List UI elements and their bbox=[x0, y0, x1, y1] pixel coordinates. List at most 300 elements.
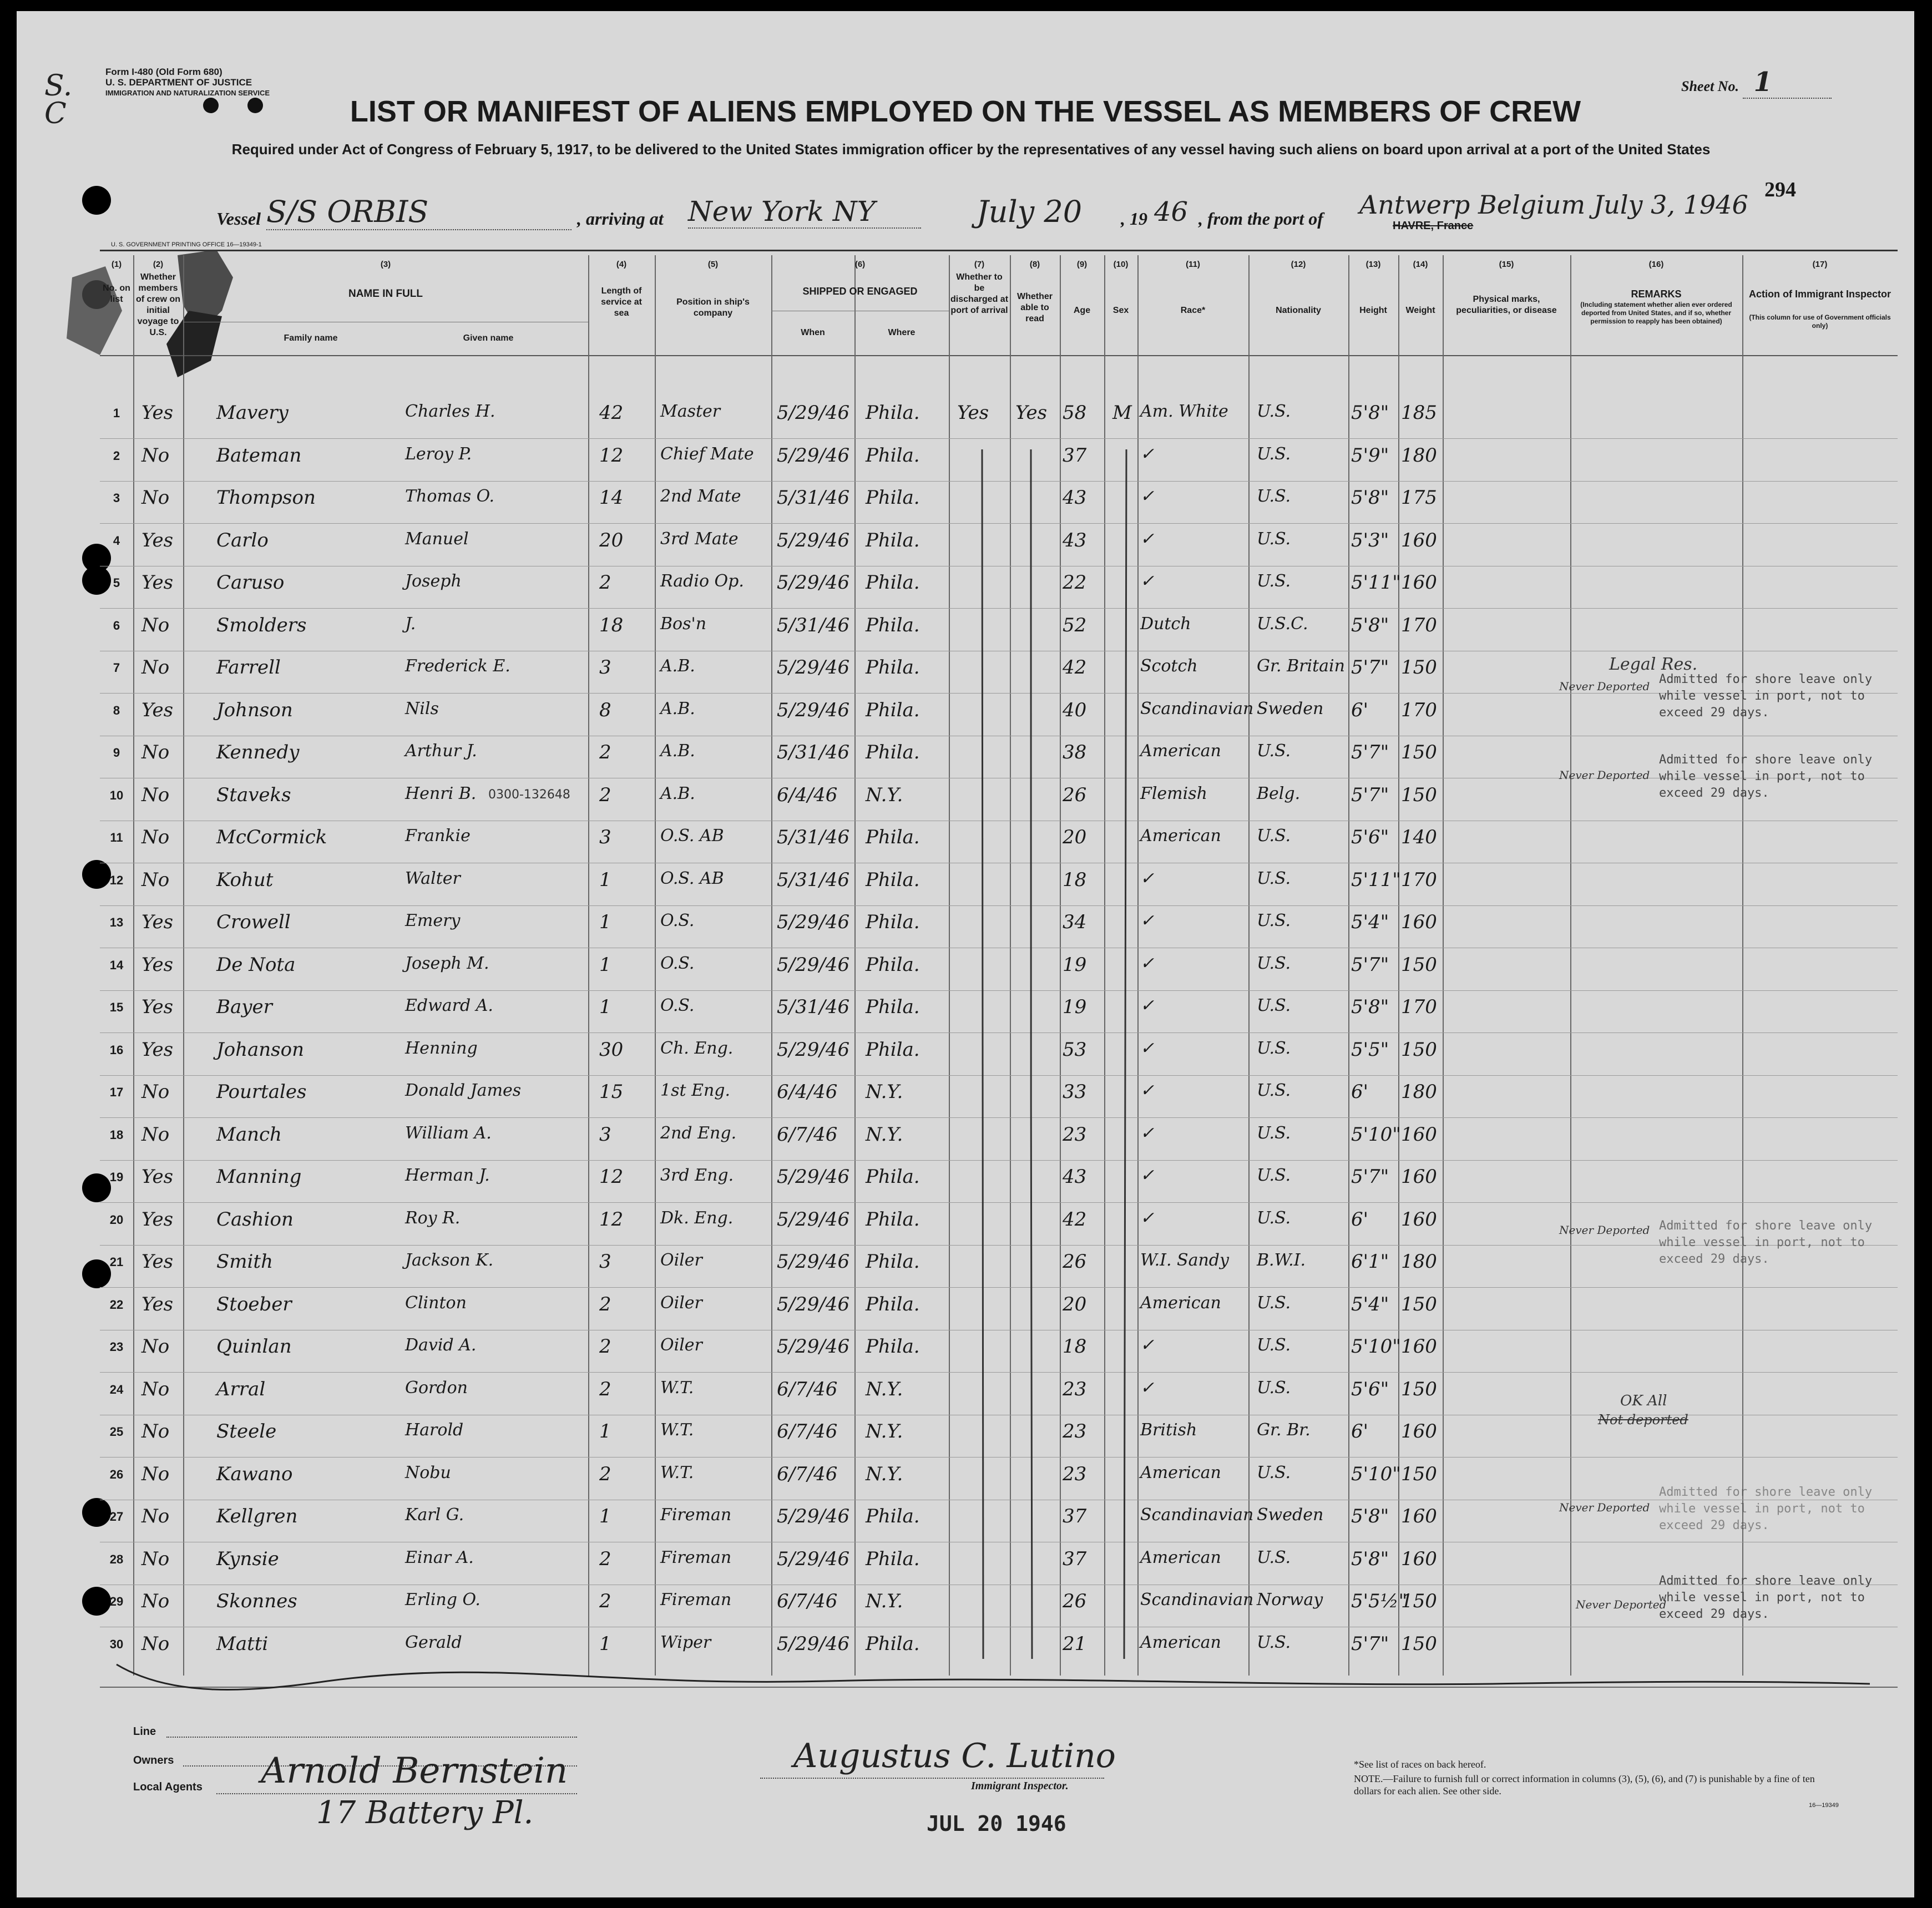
cell-family: Kohut bbox=[216, 868, 274, 891]
cell-age: 20 bbox=[1063, 1293, 1087, 1315]
cell-family: Crowell bbox=[216, 911, 291, 933]
column-header-number: No. on list bbox=[103, 284, 130, 304]
cell-height: 5'3" bbox=[1351, 529, 1389, 551]
inspector-signature: Augustus C. Lutino bbox=[793, 1737, 1116, 1775]
cell-where: Phila. bbox=[866, 996, 920, 1018]
cell-family: Cashion bbox=[216, 1208, 294, 1231]
cell-when: 5/31/46 bbox=[777, 826, 850, 848]
column-number: (8) bbox=[1029, 260, 1040, 269]
cell-family: Johanson bbox=[216, 1038, 304, 1061]
cell-nat: U.S. bbox=[1257, 1378, 1291, 1398]
cell-position: Bos'n bbox=[660, 614, 707, 634]
cell-given: William A. bbox=[405, 1123, 492, 1143]
column-header-where: Where bbox=[888, 328, 916, 337]
cell-service: 30 bbox=[599, 1038, 624, 1061]
column-number: (16) bbox=[1648, 260, 1664, 269]
cell-when: 5/31/46 bbox=[777, 996, 850, 1018]
cell-height: 5'10" bbox=[1351, 1462, 1401, 1485]
column-header-discharged: Whether to be discharged at port of arrival bbox=[950, 272, 1009, 315]
cell-race: ✓ bbox=[1140, 529, 1155, 549]
cell-nat: U.S. bbox=[1257, 1547, 1291, 1567]
line-label: Line bbox=[133, 1725, 156, 1738]
cell-init: Yes bbox=[141, 953, 174, 976]
cell-no: 15 bbox=[109, 1000, 124, 1014]
cell-no: 8 bbox=[113, 703, 120, 717]
cell-position: 3rd Mate bbox=[660, 529, 739, 549]
cell-age: 23 bbox=[1063, 1378, 1087, 1400]
cell-nat: U.S.C. bbox=[1257, 614, 1308, 634]
cell-height: 5'8" bbox=[1351, 487, 1389, 509]
cell-race: ✓ bbox=[1140, 868, 1155, 888]
cell-weight: 150 bbox=[1401, 1462, 1437, 1485]
cell-nat: Norway bbox=[1257, 1590, 1323, 1610]
cell-family: Carlo bbox=[216, 529, 269, 551]
cell-when: 5/31/46 bbox=[777, 487, 850, 509]
cell-race: American bbox=[1140, 1293, 1221, 1313]
cell-no: 12 bbox=[109, 873, 124, 887]
cell-init: No bbox=[141, 783, 170, 806]
cell-race: Scandinavian bbox=[1140, 1590, 1254, 1610]
cell-age: 43 bbox=[1063, 529, 1087, 551]
cell-race: Flemish bbox=[1140, 783, 1207, 803]
cell-weight: 160 bbox=[1401, 1547, 1437, 1570]
cell-when: 6/7/46 bbox=[777, 1123, 838, 1146]
column-number: (3) bbox=[380, 260, 391, 269]
cell-when: 5/29/46 bbox=[777, 1293, 850, 1315]
cell-when: 5/29/46 bbox=[777, 1335, 850, 1358]
cell-weight: 160 bbox=[1401, 1505, 1437, 1527]
shore-leave-stamp: Admitted for shore leave only while vessel in port, not to exceed 29 days. bbox=[1659, 1219, 1873, 1266]
cell-position: Oiler bbox=[660, 1251, 702, 1270]
cell-given: Donald James bbox=[405, 1081, 522, 1100]
cell-position: Dk. Eng. bbox=[660, 1208, 734, 1228]
cell-height: 5'4" bbox=[1351, 911, 1389, 933]
cell-where: Phila. bbox=[866, 868, 920, 891]
cell-nat: B.W.I. bbox=[1257, 1251, 1306, 1270]
cell-service: 3 bbox=[599, 1123, 611, 1146]
cell-position: 3rd Eng. bbox=[660, 1166, 734, 1185]
cell-where: N.Y. bbox=[866, 1378, 903, 1400]
cell-init: Yes bbox=[141, 1208, 174, 1231]
cell-height: 5'11" bbox=[1351, 571, 1401, 594]
cell-where: Phila. bbox=[866, 911, 920, 933]
never-deported-note: Never Deported bbox=[1576, 1598, 1667, 1611]
table-top-rule bbox=[100, 250, 1898, 251]
date-stamp: JUL 20 1946 bbox=[927, 1811, 1066, 1836]
cell-nat: U.S. bbox=[1257, 487, 1291, 506]
cell-where: Phila. bbox=[866, 953, 920, 976]
cell-age: 37 bbox=[1063, 1505, 1087, 1527]
cell-age: 53 bbox=[1063, 1038, 1087, 1061]
cell-age: 38 bbox=[1063, 741, 1087, 763]
cell-init: No bbox=[141, 614, 170, 636]
cell-service: 2 bbox=[599, 783, 611, 806]
cell-no: 3 bbox=[113, 491, 120, 505]
cell-given: Karl G. bbox=[405, 1505, 464, 1525]
cell-position: Wiper bbox=[660, 1632, 711, 1652]
cell-height: 5'7" bbox=[1351, 741, 1389, 763]
cell-given: Gerald bbox=[405, 1632, 462, 1652]
cell-when: 5/29/46 bbox=[777, 953, 850, 976]
cell-nat: U.S. bbox=[1257, 911, 1291, 930]
cell-no: 11 bbox=[110, 831, 123, 844]
cell-read: Yes bbox=[1015, 402, 1048, 424]
cell-age: 43 bbox=[1063, 487, 1087, 509]
cell-where: Phila. bbox=[866, 444, 920, 467]
cell-given: Leroy P. bbox=[405, 444, 472, 464]
cell-position: Master bbox=[660, 402, 721, 421]
cell-age: 19 bbox=[1063, 953, 1087, 976]
cell-service: 2 bbox=[599, 1590, 611, 1612]
column-header-sex: Sex bbox=[1112, 306, 1129, 315]
cell-given: Erling O. bbox=[405, 1590, 481, 1610]
cell-age: 18 bbox=[1063, 868, 1087, 891]
cell-family: De Nota bbox=[216, 953, 296, 976]
cell-height: 5'8" bbox=[1351, 1505, 1389, 1527]
cell-position: A.B. bbox=[660, 656, 695, 676]
cell-no: 9 bbox=[113, 746, 120, 760]
cell-init: No bbox=[141, 1547, 170, 1570]
cell-age: 23 bbox=[1063, 1462, 1087, 1485]
cell-family: Kellgren bbox=[216, 1505, 298, 1527]
cell-service: 3 bbox=[599, 1251, 611, 1273]
cell-init: No bbox=[141, 1590, 170, 1612]
cell-nat: Sweden bbox=[1257, 1505, 1324, 1525]
column-header-remarks-detail: (Including statement whether alien ever ordered deported from United States, and if so, whether permission to reapply has been obtained) bbox=[1580, 301, 1732, 325]
cell-race: ✓ bbox=[1140, 444, 1155, 464]
cell-position: W.T. bbox=[660, 1420, 694, 1440]
cell-weight: 180 bbox=[1401, 1251, 1437, 1273]
cell-given: Einar A. bbox=[405, 1547, 474, 1567]
cell-height: 5'8" bbox=[1351, 614, 1389, 636]
cell-family: Pourtales bbox=[216, 1081, 307, 1103]
cell-race: Dutch bbox=[1140, 614, 1191, 634]
cell-weight: 150 bbox=[1401, 1293, 1437, 1315]
column-header-remarks: REMARKS bbox=[1631, 289, 1682, 300]
cell-position: 1st Eng. bbox=[660, 1081, 731, 1100]
cell-nat: U.S. bbox=[1257, 571, 1291, 591]
cell-position: O.S. bbox=[660, 996, 695, 1015]
cell-when: 6/7/46 bbox=[777, 1420, 838, 1443]
cell-age: 34 bbox=[1063, 911, 1087, 933]
column-number: (5) bbox=[707, 260, 719, 269]
cell-family: Bayer bbox=[216, 996, 272, 1018]
cell-init: Yes bbox=[141, 571, 174, 594]
cell-height: 5'7" bbox=[1351, 1632, 1389, 1655]
cell-when: 5/29/46 bbox=[777, 699, 850, 721]
cell-family: Skonnes bbox=[216, 1590, 297, 1612]
cell-when: 5/29/46 bbox=[777, 529, 850, 551]
cell-weight: 180 bbox=[1401, 444, 1437, 467]
cell-nat: U.S. bbox=[1257, 1293, 1291, 1313]
cell-family: Manning bbox=[216, 1166, 302, 1188]
cell-init: No bbox=[141, 741, 170, 763]
cell-position: Oiler bbox=[660, 1335, 702, 1355]
cell-when: 5/29/46 bbox=[777, 444, 850, 467]
never-deported-note: Never Deported bbox=[1559, 1501, 1650, 1514]
cell-given: Walter bbox=[405, 868, 461, 888]
cell-no: 20 bbox=[109, 1212, 124, 1227]
cell-race: W.I. Sandy bbox=[1140, 1251, 1229, 1270]
cell-init: Yes bbox=[141, 699, 174, 721]
cell-service: 2 bbox=[599, 1293, 611, 1315]
cell-service: 1 bbox=[599, 953, 611, 976]
cell-age: 37 bbox=[1063, 444, 1087, 467]
cell-when: 5/29/46 bbox=[777, 1505, 850, 1527]
cell-age: 43 bbox=[1063, 1166, 1087, 1188]
cell-family: Thompson bbox=[216, 487, 316, 509]
cell-service: 2 bbox=[599, 1462, 611, 1485]
cell-init: No bbox=[141, 487, 170, 509]
cell-given: Roy R. bbox=[405, 1208, 461, 1228]
ditto-marks bbox=[949, 438, 1149, 1687]
cell-weight: 160 bbox=[1401, 1123, 1437, 1146]
cell-service: 18 bbox=[599, 614, 624, 636]
cell-init: Yes bbox=[141, 1166, 174, 1188]
cell-weight: 140 bbox=[1401, 826, 1437, 848]
cell-init: No bbox=[141, 1335, 170, 1358]
cell-weight: 150 bbox=[1401, 741, 1437, 763]
cell-height: 5'8" bbox=[1351, 1547, 1389, 1570]
cell-service: 1 bbox=[599, 868, 611, 891]
cell-where: Phila. bbox=[866, 614, 920, 636]
cell-when: 6/4/46 bbox=[777, 1081, 838, 1103]
cell-where: Phila. bbox=[866, 1335, 920, 1358]
column-header-when: When bbox=[801, 328, 825, 337]
ok-note: OK All bbox=[1620, 1393, 1667, 1409]
column-number: (13) bbox=[1365, 260, 1381, 269]
column-number: (4) bbox=[616, 260, 627, 269]
cell-position: Chief Mate bbox=[660, 444, 754, 464]
arriving-port: New York NY bbox=[688, 195, 921, 229]
arriving-label: , arriving at bbox=[577, 209, 664, 229]
cell-where: Phila. bbox=[866, 1293, 920, 1315]
cell-service: 3 bbox=[599, 826, 611, 848]
cell-position: O.S. AB bbox=[660, 868, 724, 888]
form-header bbox=[105, 67, 270, 98]
never-deported-note: Never Deported bbox=[1559, 768, 1650, 782]
cell-height: 6' bbox=[1351, 1420, 1368, 1443]
cell-position: A.B. bbox=[660, 783, 695, 803]
cell-where: Phila. bbox=[866, 1547, 920, 1570]
column-header-nationality: Nationality bbox=[1276, 306, 1321, 315]
column-header-race: Race* bbox=[1180, 306, 1206, 315]
not-deported-note: Not deported bbox=[1598, 1412, 1688, 1428]
cell-when: 6/7/46 bbox=[777, 1378, 838, 1400]
cell-service: 2 bbox=[599, 1547, 611, 1570]
cell-service: 1 bbox=[599, 911, 611, 933]
cell-race: American bbox=[1140, 1462, 1221, 1482]
cell-family: Staveks bbox=[216, 783, 291, 806]
cell-given: Gordon bbox=[405, 1378, 468, 1398]
cell-no: 25 bbox=[109, 1425, 124, 1439]
cell-discharge: Yes bbox=[957, 402, 989, 424]
cell-nat: U.S. bbox=[1257, 868, 1291, 888]
cell-when: 6/7/46 bbox=[777, 1462, 838, 1485]
cell-when: 5/29/46 bbox=[777, 1251, 850, 1273]
cell-weight: 185 bbox=[1401, 402, 1437, 424]
cell-given: Manuel bbox=[405, 529, 469, 549]
cell-no: 22 bbox=[109, 1297, 124, 1312]
agent-address: 17 Battery Pl. bbox=[316, 1795, 534, 1831]
cell-weight: 160 bbox=[1401, 1335, 1437, 1358]
cell-position: Fireman bbox=[660, 1547, 732, 1567]
arrival-date: July 20 bbox=[977, 194, 1083, 229]
cell-race: ✓ bbox=[1140, 953, 1155, 973]
cell-weight: 175 bbox=[1401, 487, 1437, 509]
cell-init: No bbox=[141, 656, 170, 679]
shore-leave-stamp: Admitted for shore leave only while vessel in port, not to exceed 29 days. bbox=[1659, 753, 1873, 800]
never-deported-note: Never Deported bbox=[1559, 680, 1650, 693]
cell-no: 6 bbox=[113, 618, 120, 632]
cell-no: 1 bbox=[113, 406, 120, 420]
cell-when: 5/29/46 bbox=[777, 1208, 850, 1231]
cell-where: N.Y. bbox=[866, 783, 903, 806]
sheet-value: 1 bbox=[1743, 67, 1832, 99]
cell-no: 24 bbox=[109, 1382, 124, 1396]
cell-age: 42 bbox=[1063, 656, 1087, 679]
cell-where: N.Y. bbox=[866, 1420, 903, 1443]
cell-nat: U.S. bbox=[1257, 1632, 1291, 1652]
cell-weight: 150 bbox=[1401, 783, 1437, 806]
cell-family: Arral bbox=[216, 1378, 266, 1400]
cell-family: Matti bbox=[216, 1632, 269, 1655]
cell-given: Henning bbox=[405, 1038, 478, 1058]
cell-weight: 160 bbox=[1401, 911, 1437, 933]
cell-race: American bbox=[1140, 1547, 1221, 1567]
table-row bbox=[17, 393, 1914, 439]
cell-position: W.T. bbox=[660, 1378, 694, 1398]
cell-weight: 160 bbox=[1401, 1420, 1437, 1443]
owners-label: Owners bbox=[133, 1754, 174, 1767]
column-number: (12) bbox=[1291, 260, 1306, 269]
cell-no: 26 bbox=[109, 1467, 124, 1481]
form-number: Form I-480 (Old Form 680) bbox=[105, 67, 222, 77]
cell-age: 22 bbox=[1063, 571, 1087, 594]
cell-service: 1 bbox=[599, 996, 611, 1018]
column-header-physical: Physical marks, peculiarities, or disease bbox=[1456, 295, 1557, 315]
row10-code-note: 0300-132648 bbox=[488, 788, 570, 802]
cell-position: O.S. bbox=[660, 911, 695, 930]
cell-no: 17 bbox=[109, 1085, 124, 1099]
cell-init: No bbox=[141, 1081, 170, 1103]
cell-given: Charles H. bbox=[405, 402, 495, 421]
column-number: (9) bbox=[1076, 260, 1088, 269]
cell-height: 6' bbox=[1351, 699, 1368, 721]
cell-family: Smolders bbox=[216, 614, 307, 636]
cell-position: Oiler bbox=[660, 1293, 702, 1313]
cell-height: 5'7" bbox=[1351, 953, 1389, 976]
cell-no: 21 bbox=[109, 1255, 124, 1269]
cell-weight: 150 bbox=[1401, 1590, 1437, 1612]
column-number: (10) bbox=[1113, 260, 1129, 269]
cell-nat: U.S. bbox=[1257, 1335, 1291, 1355]
cell-init: Yes bbox=[141, 529, 174, 551]
cell-no: 28 bbox=[109, 1552, 124, 1566]
cell-sex: M bbox=[1112, 402, 1132, 424]
column-number: (11) bbox=[1186, 260, 1200, 269]
cell-height: 5'9" bbox=[1351, 444, 1389, 467]
cell-nat: Belg. bbox=[1257, 783, 1301, 803]
cell-given: Herman J. bbox=[405, 1166, 490, 1185]
column-header-position: Position in ship's company bbox=[676, 297, 750, 318]
cell-family: Farrell bbox=[216, 656, 281, 679]
column-header-family-name: Family name bbox=[284, 333, 338, 343]
shore-leave-stamp: Admitted for shore leave only while vessel in port, not to exceed 29 days. bbox=[1659, 1574, 1873, 1621]
cell-weight: 160 bbox=[1401, 571, 1437, 594]
cell-nat: U.S. bbox=[1257, 826, 1291, 846]
cell-nat: U.S. bbox=[1257, 402, 1291, 421]
cell-service: 42 bbox=[599, 402, 624, 424]
shore-leave-stamp: Admitted for shore leave only while vessel in port, not to exceed 29 days. bbox=[1659, 1485, 1873, 1532]
cell-age: 26 bbox=[1063, 783, 1087, 806]
cell-age: 19 bbox=[1063, 996, 1087, 1018]
cell-race: ✓ bbox=[1140, 1038, 1155, 1058]
cell-no: 27 bbox=[109, 1510, 124, 1524]
vessel-line bbox=[216, 190, 1881, 233]
cell-init: No bbox=[141, 1505, 170, 1527]
cell-no: 30 bbox=[109, 1637, 124, 1651]
cell-height: 5'8" bbox=[1351, 402, 1389, 424]
cell-service: 1 bbox=[599, 1420, 611, 1443]
service-name: IMMIGRATION AND NATURALIZATION SERVICE bbox=[105, 89, 270, 97]
cell-where: Phila. bbox=[866, 571, 920, 594]
column-number: (15) bbox=[1499, 260, 1514, 269]
cell-nat: U.S. bbox=[1257, 953, 1291, 973]
binder-hole bbox=[82, 186, 111, 215]
cell-no: 14 bbox=[109, 958, 124, 972]
cell-init: Yes bbox=[141, 1293, 174, 1315]
cell-no: 4 bbox=[113, 533, 120, 548]
cell-given: Joseph M. bbox=[405, 953, 489, 973]
cell-nat: Sweden bbox=[1257, 699, 1324, 718]
cell-position: A.B. bbox=[660, 699, 695, 718]
cell-init: No bbox=[141, 868, 170, 891]
cell-position: Ch. Eng. bbox=[660, 1038, 734, 1058]
cell-service: 12 bbox=[599, 1208, 624, 1231]
column-header-age: Age bbox=[1073, 306, 1091, 315]
cell-where: Phila. bbox=[866, 656, 920, 679]
margin-mark: S.C bbox=[44, 69, 73, 130]
from-label: , from the port of bbox=[1198, 209, 1323, 229]
cell-height: 5'4" bbox=[1351, 1293, 1389, 1315]
cell-weight: 150 bbox=[1401, 953, 1437, 976]
cell-given: J. bbox=[405, 614, 416, 634]
agents-label: Local Agents bbox=[133, 1781, 203, 1793]
cell-race: ✓ bbox=[1140, 1208, 1155, 1228]
races-note: *See list of races on back hereof. bbox=[1354, 1759, 1486, 1770]
cell-race: American bbox=[1140, 826, 1221, 846]
cell-init: No bbox=[141, 826, 170, 848]
cell-race: British bbox=[1140, 1420, 1197, 1440]
cell-when: 5/29/46 bbox=[777, 911, 850, 933]
column-header-action: Action of Immigrant Inspector bbox=[1748, 289, 1891, 300]
column-header-height: Height bbox=[1359, 306, 1387, 315]
never-deported-note: Never Deported bbox=[1559, 1223, 1650, 1237]
cell-family: Smith bbox=[216, 1251, 273, 1273]
cell-when: 5/31/46 bbox=[777, 741, 850, 763]
cell-no: 16 bbox=[109, 1042, 124, 1057]
cell-height: 5'5½" bbox=[1351, 1590, 1408, 1612]
cell-height: 5'7" bbox=[1351, 656, 1389, 679]
cell-nat: U.S. bbox=[1257, 444, 1291, 464]
cell-height: 6' bbox=[1351, 1081, 1368, 1103]
cell-when: 5/31/46 bbox=[777, 614, 850, 636]
column-header-service: Length of service at sea bbox=[601, 286, 642, 318]
cell-when: 6/7/46 bbox=[777, 1590, 838, 1612]
cell-nat: U.S. bbox=[1257, 1081, 1291, 1100]
cell-age: 42 bbox=[1063, 1208, 1087, 1231]
